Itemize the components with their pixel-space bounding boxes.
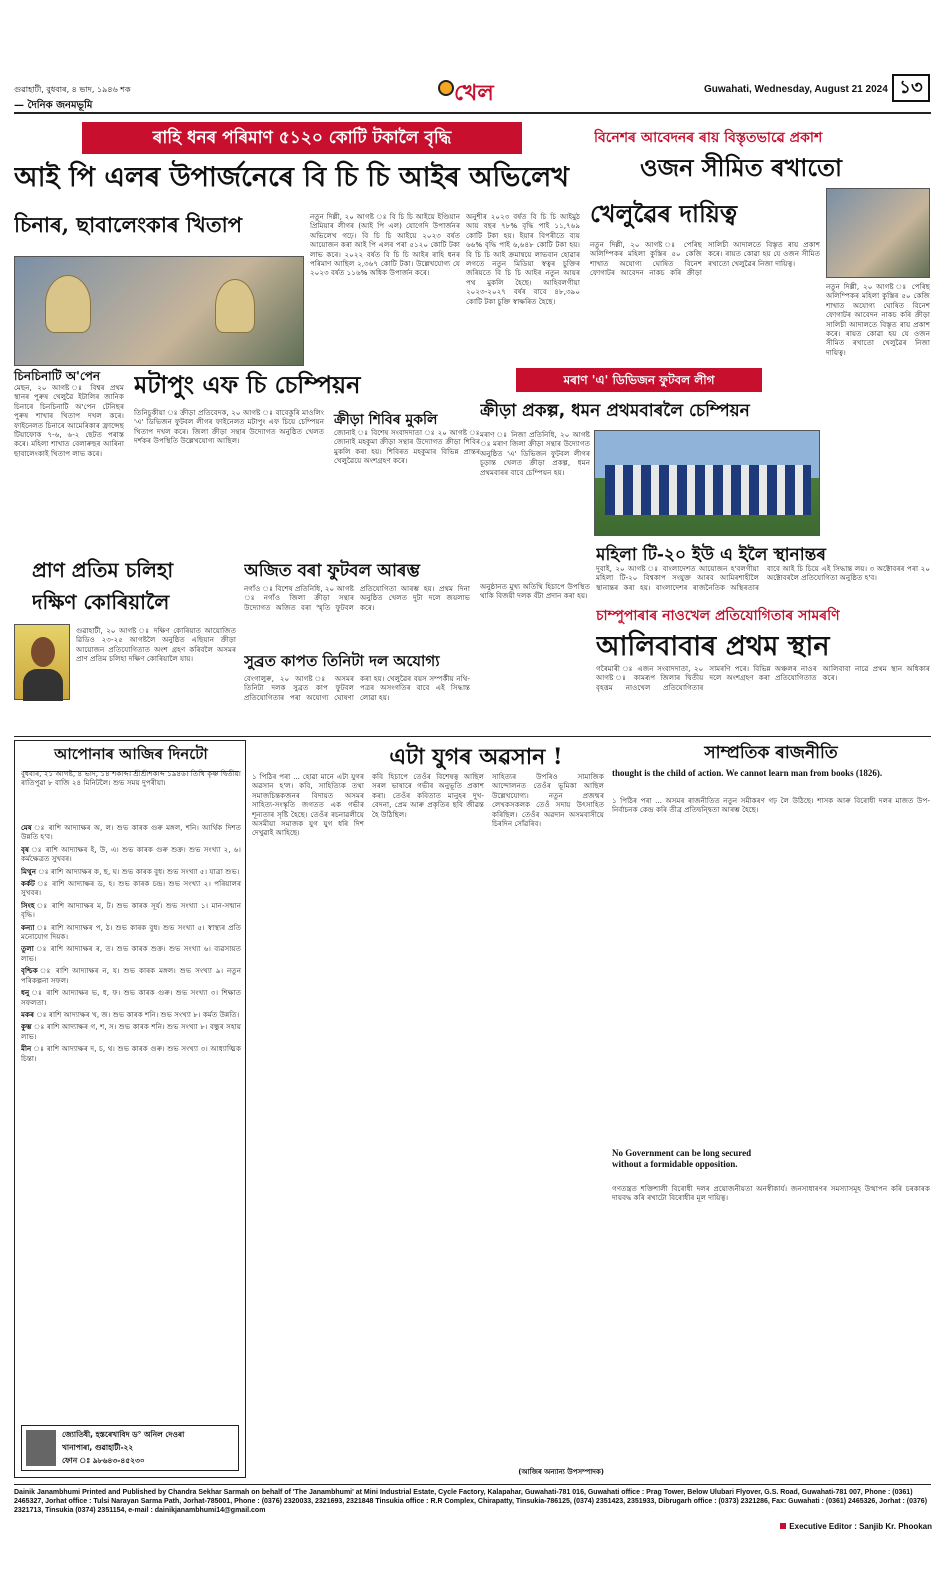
footer-imprint: Dainik Janambhumi Printed and Published by Chandra Sekhar Sarmah on behalf of 'The Janambhumi' at Mini Industrial Estate, Cycle Factory, Kalapahar, Guwahati-781 016, Guwahati office : Prag Tower, Below Ulubari Flyover, G.S. Road, Guwahati-781 007, Phone : (0361) 2465327, Jorhat office : Tulsi Narayan Sarma Path, Jorhat-785001, Phone : (0376) 2320033, 2321693, 2321848 Tinsukia office : R.R Complex, Chirapatty, Tinsukia-786125, (0374) 2351423, 2351933, Dibrugarh office : (0373) 2321286, Fax: Guwahati : (0361) 2465326, Jorhat : (0376) 2321713, Tinsukia (0374) 2351154, e-mail : dainikjanambhumi14@gmail.com: [14, 1489, 928, 1514]
sign-item: ধনু ঃ ৰাশি আদ্যাক্ষৰ ভ, ধ, ফ। শুভ কাৰক গুৰু। শুভ সংখ্যা ৩। শিক্ষাত সফলতা।: [21, 988, 241, 1007]
avatar: [31, 637, 55, 667]
ipl-body-1: নতুন দিল্লী, ২০ আগষ্ট ঃ বি চি চি আইয়ে ইণ্ডিয়ান প্ৰিমিয়াৰ লীগৰ (আই পি এল) যোগেদি উপাৰ্জনৰ অভিলেখ গঢ়ে। বি চি চি আইয়ে ২০২৩ বৰ্ষত আয়োজন কৰা আই পি এলৰ পৰা ৫১২০ কোটি টকা লাভ কৰে। ২০২২ বৰ্ষত বি চি চি আইৰ ৰাহি ধনৰ পৰিমাণ আছিল ২,৩৬৭ কোটি টকা। উল্লেখযোগ্য যে ২০২৩ বৰ্ষত ১১৬% অধিক উপাৰ্জন কৰে।: [310, 212, 460, 278]
dateline-right: Guwahati, Wednesday, August 21 2024: [704, 84, 888, 95]
sign-text: ৰাশি আদ্যাক্ষৰ গ, শ, স। শুভ কাৰক শনি। শুভ সংখ্যা ৮। বন্ধুৰ সহায় লাভ।: [21, 1022, 241, 1041]
moran-body-2: অনুষ্ঠানত মুখ্য অতিথি হিচাপে উপস্থিত থাকি বিজয়ী দলক বঁটা প্ৰদান কৰা হয়।: [480, 582, 590, 601]
politics-quote-2: No Government can be long secured without a formidable opposition.: [612, 1148, 752, 1169]
moran-team-photo: [594, 430, 820, 536]
sign-name: মেষ: [21, 823, 32, 832]
sign-name: বৃশ্চিক: [21, 966, 38, 976]
editorial-signature: (আজিৰ অন্যান্য উপসম্পাদক): [518, 1468, 604, 1476]
korea-headline-2: দক্ষিণ কোৰিয়ালৈ: [32, 590, 170, 614]
editorial-body-1: ১ পিঠিৰ পৰা ... হোৱা মানে এটা যুগৰ অৱসান হ'ল। কবি, সাহিত্যিক তথা সমাজচিন্তকজনৰ বিদায়ত অসমৰ সাহিত্য-সংস্কৃতি জগতত এক গভীৰ শূন্যতাৰ সৃষ্টি হৈছে। তেওঁৰ ৰচনাৱলীয়ে অসমীয়া সমাজক যুগ যুগ ধৰি দিশ দেখুৱাই আহিছে।: [252, 772, 364, 838]
politics-body-1: ১ পিঠিৰ পৰা ... অসমৰ ৰাজনীতিত নতুন সমীকৰণ গঢ় লৈ উঠিছে। শাসক আৰু বিৰোধী দলৰ মাজত উপ-নিৰ্বাচনক কেন্দ্ৰ কৰি তীব্ৰ প্ৰতিদ্বন্দ্বিতা আৰম্ভ হৈছে।: [612, 796, 930, 815]
sign-text: ৰাশি আদ্যাক্ষৰ ভ, ধ, ফ। শুভ কাৰক গুৰু। শুভ সংখ্যা ৩। শিক্ষাত সফলতা।: [21, 988, 241, 1007]
horoscope-title: আপোনাৰ আজিৰ দিনটো: [23, 743, 239, 772]
tennis-headline: চিনাৰ, ছাবালেংকাৰ খিতাপ: [14, 212, 242, 237]
footer-editor: [752, 1522, 932, 1531]
wrestling-headline-1: ওজন সীমিত ৰখাতো: [640, 153, 842, 182]
page-number: ১৩: [892, 74, 930, 102]
motapung-headline: মটাপুং এফ চি চেম্পিয়ন: [134, 370, 361, 399]
paper-name-text: দৈনিক জনমভূমি: [27, 100, 93, 111]
footer-rule: [14, 1484, 931, 1485]
sign-item: কুম্ভ ঃ ৰাশি আদ্যাক্ষৰ গ, শ, স। শুভ কাৰক শনি। শুভ সংখ্যা ৮। বন্ধুৰ সহায় লাভ।: [21, 1022, 241, 1041]
camp-body: জোনাই ঃ বিশেষ সংবাদদাতা ঃ ২০ আগষ্ট ঃ জোনাই মহকুমা ক্ৰীড়া সন্থাৰ উদ্যোগত ক্ৰীড়া শিবিৰ মুকলি কৰা হয়। শিবিৰত মহকুমাৰ বিভিন্ন প্ৰান্তৰ খেলুৱৈয়ে অংশগ্ৰহণ কৰে।: [334, 428, 480, 466]
korea-body: গুৱাহাটী, ২০ আগষ্ট ঃ দক্ষিণ কোৰিয়াত আয়োজিত ৱিডিও ২৩-২৫ আগষ্টলৈ অনুষ্ঠিত এছিয়ান ক্ৰীড়া আয়োজন প্ৰতিযোগিতাত অংশ গ্ৰহণ কৰিবলৈ অসমৰ প্ৰাণ প্ৰতিম চলিহা দক্ষিণ কোৰিয়ালৈ যায়।: [76, 626, 236, 664]
editor-marker-icon: [780, 1523, 786, 1529]
subrata-body: বেংগালুৰু, ২০ আগষ্ট ঃ অসমৰ তিনিটা দলক সুব্ৰত কাপ ফুটবল প্ৰতিযোগিতাৰ পৰা অযোগ্য ঘোষণা কৰা হয়। খেলুৱৈৰ বয়স সম্পৰ্কীয় নথি-পত্ৰৰ অসংগতিৰ বাবে এই সিদ্ধান্ত লোৱা হয়।: [244, 674, 470, 702]
sign-name: মকৰ: [21, 1009, 35, 1019]
sign-name: কন্যা: [21, 922, 35, 932]
sign-name: মীন: [21, 1044, 32, 1054]
sign-name: বৃষ: [21, 844, 29, 854]
nawkhel-headline: আলিবাবাৰ প্ৰথম স্থান: [596, 631, 830, 662]
editorial-body-2: কবি হিচাপে তেওঁৰ বিশেষত্ব আছিল সৰল ভাষাৰে গভীৰ অনুভূতি প্ৰকাশ কৰা। তেওঁৰ কবিতাত মানুহৰ দুখ-বেদনা, প্ৰেম আৰু প্ৰকৃতিৰ ছবি জীৱন্ত হৈ উঠিছিল।: [372, 772, 484, 819]
sign-text: ৰাশি আদ্যাক্ষৰ ই, উ, এ। শুভ কাৰক গুৰু শুক্ৰ। শুভ সংখ্যা ২, ৬। কৰ্মক্ষেত্ৰত সুখবৰ।: [21, 844, 241, 864]
horoscope-list: [21, 823, 241, 1383]
sign-item: বৃষ ঃ ৰাশি আদ্যাক্ষৰ ই, উ, এ। শুভ কাৰক গুৰু শুক্ৰ। শুভ সংখ্যা ২, ৬। কৰ্মক্ষেত্ৰত সুখবৰ।: [21, 844, 241, 864]
moran-body: মৰাণ ঃ নিজা প্ৰতিনিধি, ২০ আগষ্ট ঃ মৰাণ জিলা ক্ৰীড়া সন্থাৰ উদ্যোগত অনুষ্ঠিত 'এ' ডিভিজন ফুটবল লীগৰ চূড়ান্ত খেলত ক্ৰীড়া প্ৰকল্প, ধমন প্ৰথমবাৰৰ বাবে চেম্পিয়ন হয়।: [480, 430, 590, 477]
masthead: [14, 74, 931, 114]
t20-headline: মহিলা টি-২০ ইউ এ ইলৈ স্থানান্তৰ: [596, 545, 826, 565]
camp-headline: ক্ৰীড়া শিবিৰ মুকলি: [334, 412, 438, 428]
subrata-headline: সুব্ৰত কাপত তিনিটা দল অযোগ্য: [244, 652, 440, 670]
wrestling-body-cont: নতুন দিল্লী, ২০ আগষ্ট ঃ পেৰিছ অলিম্পিকৰ মহিলা কুস্তিৰ ৫০ কেজি শাখাত অযোগ্য ঘোষিত বিনেশ ফোগাটৰ আবেদন নাকচ কৰি ক্ৰীড়া সালিচী আদালতে বিস্তৃত ৰায় প্ৰকাশ কৰে। ৰায়ত কোৱা হয় যে ওজন সীমিত ৰখাতো খেলুৱৈৰ নিজা দায়িত্ব।: [826, 282, 930, 357]
sign-name: তুলা: [21, 944, 34, 954]
sign-text: ৰাশি আদ্যাক্ষৰ অ, ল। শুভ কাৰক গুৰু মঙ্গল, শনি। আৰ্থিক দিশত উন্নতি হ'ব।: [21, 823, 241, 842]
wrestling-headline-2: খেলুৱৈৰ দায়িত্ব: [590, 199, 738, 228]
politics-headline: সাম্প্ৰতিক ৰাজনীতি: [704, 743, 838, 763]
moran-kicker: মৰাণ 'এ' ডিভিজন ফুটবল লীগ: [516, 368, 762, 392]
ajit-body: নগাঁও ঃ বিশেষ প্ৰতিনিধি, ২০ আগষ্ট ঃ নগাঁও জিলা ক্ৰীড়া সন্থাৰ উদ্যোগত অজিত বৰা স্মৃতি ফুটবল প্ৰতিযোগিতা আৰম্ভ হয়। প্ৰথম দিনা অনুষ্ঠিত খেলত দুটা দলে জয়লাভ কৰে।: [244, 584, 470, 612]
astrologer-place: খানাপাৰা, গুৱাহাটী-২২: [62, 1443, 134, 1452]
wrestling-body: নতুন দিল্লী, ২০ আগষ্ট ঃ পেৰিছ অলিম্পিকৰ মহিলা কুস্তিৰ ৫০ কেজি শাখাত অযোগ্য ঘোষিত বিনেশ ফোগাটৰ আবেদন নাকচ কৰি ক্ৰীড়া সালিচী আদালতে বিস্তৃত ৰায় প্ৰকাশ কৰে। ৰায়ত কোৱা হয় যে ওজন সীমিত ৰখাতো খেলুৱৈৰ নিজা দায়িত্ব।: [590, 240, 820, 278]
editorial-body-3: সাহিত্যৰ উপৰিও সামাজিক আন্দোলনত তেওঁৰ ভূমিকা আছিল উল্লেখযোগ্য। নতুন প্ৰজন্মৰ লেখকসকলক তেওঁ সদায় উৎসাহিত কৰিছিল। তেওঁৰ অৱদান অসমবাসীয়ে চিৰদিন সোঁৱৰিব।: [492, 772, 604, 829]
horoscope-box: [14, 740, 246, 1478]
sign-item: বৃশ্চিক ঃ ৰাশি আদ্যাক্ষৰ ন, য। শুভ কাৰক মঙ্গল। শুভ সংখ্যা ৯। নতুন পৰিকল্পনা সফল।: [21, 966, 241, 985]
sign-item: মিথুন ঃ ৰাশি আদ্যাক্ষৰ ক, ছ, ঘ। শুভ কাৰক বুধ। শুভ সংখ্যা ৫। যাত্ৰা শুভ।: [21, 866, 240, 876]
wrestling-kicker: বিনেশৰ আবেদনৰ ৰায় বিস্তৃতভাৱে প্ৰকাশ: [594, 130, 823, 146]
astrologer-avatar: [26, 1430, 56, 1466]
ajit-headline: অজিত বৰা ফুটবল আৰম্ভ: [244, 561, 420, 581]
ipl-kicker: ৰাহি ধনৰ পৰিমাণ ৫১২০ কোটি টকালৈ বৃদ্ধি: [82, 122, 522, 154]
team-row: [605, 465, 811, 515]
section-divider: [14, 736, 931, 737]
politics-quote: thought is the child of action. We cannot learn man from books (1826).: [612, 768, 883, 778]
sign-text: ৰাশি আদ্যাক্ষৰ ড, হ। শুভ কাৰক চন্দ্ৰ। শুভ সংখ্যা ২। পৰিয়ালৰ সুখবৰ।: [21, 879, 241, 898]
sign-item: মেষ ঃ ৰাশি আদ্যাক্ষৰ অ, ল। শুভ কাৰক গুৰু মঙ্গল, শনি। আৰ্থিক দিশত উন্নতি হ'ব।: [21, 823, 241, 842]
section-logo-text: খেল: [454, 80, 494, 106]
sign-name: কুম্ভ: [21, 1022, 32, 1032]
ipl-headline: আই পি এলৰ উপাৰ্জনেৰে বি চি চি আইৰ অভিলেখ: [14, 162, 570, 193]
editorial-headline: এটা যুগৰ অৱসান !: [389, 744, 563, 770]
sign-text: ৰাশি আদ্যাক্ষৰ ৰ, ত। শুভ কাৰক শুক্ৰ। শুভ সংখ্যা ৬। ব্যৱসায়ত লাভ।: [21, 944, 241, 963]
sign-item: মীন ঃ ৰাশি আদ্যাক্ষৰ দ, চ, থ। শুভ কাৰক গুৰু। শুভ সংখ্যা ৩। আধ্যাত্মিক চিন্তা।: [21, 1044, 241, 1063]
trophy-icon: [45, 275, 91, 333]
sign-name: মিথুন: [21, 866, 36, 876]
paper-name: — দৈনিক জনমভূমি: [14, 100, 93, 111]
motapung-body: তিনিচুকীয়া ঃ ক্ৰীড়া প্ৰতিবেদক, ২০ আগষ্ট ঃ বাবেকুৰি মাওলিং 'এ' ডিভিজন ফুটবল লীগৰ ফাইনেলত মটাপুং এফ চিয়ে চেম্পিয়ন খিতাপ দখল কৰে। জিলা ক্ৰীড়া সন্থাৰ উদ্যোগত অনুষ্ঠিত খেলত দৰ্শকৰ উপস্থিতি উল্লেখযোগ্য আছিল।: [134, 408, 324, 446]
tennis-body: মেছন, ২০ আগষ্ট ঃ বিশ্বৰ প্ৰথম স্থানৰ পুৰুষ খেলুৱৈ ইটালিৰ জানিক চিনাৰে চিনচিনাটি অ'পেন টেনিছৰ পুৰুষ শাখাৰ খিতাপ দখল কৰে। ফাইনেলত চিনাৰে আমেৰিকাৰ ফ্ৰান্সেছ টিয়াফোক ৭-৬, ৬-২ ছেটত পৰাস্ত কৰে। মহিলা শাখাত বেলাৰুছৰ আৰিনা ছাবালেংকাই খিতাপ লাভ কৰে।: [14, 383, 124, 458]
sign-item: মকৰ ঃ ৰাশি আদ্যাক্ষৰ খ, জ। শুভ কাৰক শনি। শুভ সংখ্যা ৮। কৰ্মত উন্নতি।: [21, 1009, 240, 1019]
tennis-subhead: চিনচিনাটি অ'পেন: [14, 369, 101, 383]
moran-headline: ক্ৰীড়া প্ৰকল্প, ধমন প্ৰথমবাৰলৈ চেম্পিয়ন: [480, 401, 750, 421]
football-icon: [438, 80, 454, 96]
korea-headline-1: প্ৰাণ প্ৰতিম চলিহা: [32, 558, 174, 582]
sign-name: কৰ্কট: [21, 879, 35, 889]
astrologer-phone: ফোন ঃ ৯৮৬৪৩-৪৫২৩০: [62, 1456, 145, 1465]
horoscope-intro: বুধবাৰ, ২১ আগষ্ট, ৪ ভাদ, ১৪ শকাব্দ। শ্ৰীশ্ৰীশকাব্দ ১৯৪৬। তিথি কৃষ্ণ দ্বিতীয়া ৰাতিপুৱা ৮ বাজি ২৪ মিনিটলৈ। শুভ সময় দুপৰীয়া।: [21, 769, 241, 788]
trophy-icon: [215, 279, 255, 333]
dateline-left: গুৱাহাটী, বুধবাৰ, ৪ ভাদ, ১৯৪৬ শক: [14, 85, 131, 94]
ipl-body-2: অনুশীৰ ২০২৩ বৰ্ষত বি চি চি আইমুঠ আয় বছৰ ৭৮% বৃদ্ধি পাই ১১,৭৬৯ কোটি টকা হয়। ইয়াৰ বিপৰীতে ব্যয় ৬৬% বৃদ্ধি পাই ৬,৬৪৮ কোটি টকা হয়। বি চি চি আই ক্ৰমান্বয়ে লাভবান হোৱাৰ লগতে নতুন মিডিয়া স্বত্বৰ চুক্তিৰ জৰিয়তে বি চি চি আইৰ নতুন আয়ৰ পথ মুকলি হৈছে। আহিবলগীয়া ২০২৩-২০২৭ বৰ্ষৰ বাবে ৪৮,৩৯০ কোটি টকা চুক্তি স্বাক্ষৰিত হৈছে।: [466, 212, 580, 306]
editor-text: Executive Editor : Sanjib Kr. Phookan: [789, 1522, 932, 1531]
nawkhel-body: গৰৈমাৰী ঃ এজন সংবাদদাতা, ২০ আগষ্ট ঃ কামৰূপ জিলাৰ দ্বিতীয় বৃহত্তম নাওখেল প্ৰতিযোগিতাৰ সামৰণি পৰে। বিভিন্ন অঞ্চলৰ নাওৰ দলে অংশগ্ৰহণ কৰা প্ৰতিযোগিতাত আলিবাবা নাৱে প্ৰথম স্থান অধিকাৰ কৰে।: [596, 664, 930, 692]
sign-item: তুলা ঃ ৰাশি আদ্যাক্ষৰ ৰ, ত। শুভ কাৰক শুক্ৰ। শুভ সংখ্যা ৬। ব্যৱসায়ত লাভ।: [21, 944, 241, 963]
politics-body-2: গণতন্ত্ৰত শক্তিশালী বিৰোধী দলৰ প্ৰয়োজনীয়তা অনস্বীকাৰ্য। জনসাধাৰণৰ সমস্যাসমূহ উত্থাপন কৰি চৰকাৰক দায়বদ্ধ কৰি ৰখাটো বিৰোধীৰ মূল দায়িত্ব।: [612, 1184, 930, 1203]
wrestling-photo: [826, 188, 930, 278]
masthead-rule: [14, 112, 931, 114]
sign-item: কৰ্কট ঃ ৰাশি আদ্যাক্ষৰ ড, হ। শুভ কাৰক চন্দ্ৰ। শুভ সংখ্যা ২। পৰিয়ালৰ সুখবৰ।: [21, 879, 241, 898]
sign-text: ৰাশি আদ্যাক্ষৰ ম, ট। শুভ কাৰক সূৰ্য। শুভ সংখ্যা ১। মান-সন্মান বৃদ্ধি।: [21, 900, 241, 920]
portrait-photo: [14, 624, 70, 700]
avatar-body: [23, 669, 63, 701]
sign-item: কন্যা ঃ ৰাশি আদ্যাক্ষৰ প, ঠ। শুভ কাৰক বুধ। শুভ সংখ্যা ৫। স্বাস্থ্যৰ প্ৰতি মনোযোগ দিয়ক।: [21, 922, 241, 942]
sign-item: সিংহ ঃ ৰাশি আদ্যাক্ষৰ ম, ট। শুভ কাৰক সূৰ্য। শুভ সংখ্যা ১। মান-সন্মান বৃদ্ধি।: [21, 900, 241, 920]
sign-text: ৰাশি আদ্যাক্ষৰ খ, জ। শুভ কাৰক শনি। শুভ সংখ্যা ৮। কৰ্মত উন্নতি।: [48, 1009, 240, 1019]
sign-text: ৰাশি আদ্যাক্ষৰ ন, য। শুভ কাৰক মঙ্গল। শুভ সংখ্যা ৯। নতুন পৰিকল্পনা সফল।: [21, 966, 241, 985]
t20-body: দুবাই, ২০ আগষ্ট ঃ বাংলাদেশত আয়োজন হ'বলগীয়া মহিলা টি-২০ বিশ্বকাপ সংযুক্ত আৰব আমিৰশাহীলৈ স্থানান্তৰ কৰা হয়। বাংলাদেশৰ ৰাজনৈতিক অস্থিৰতাৰ বাবে আই চি চিয়ে এই সিদ্ধান্ত লয়। ৩ অক্টোবৰৰ পৰা ২০ অক্টোবৰলৈ প্ৰতিযোগিতা অনুষ্ঠিত হ'ব।: [596, 564, 930, 592]
astrologer-name: জ্যোতিষী, হস্তৰেখাবিদ ড° অনিল দেওৰা: [62, 1430, 185, 1439]
astrologer-box: [21, 1425, 239, 1471]
sign-name: সিংহ: [21, 900, 35, 910]
sign-text: ৰাশি আদ্যাক্ষৰ প, ঠ। শুভ কাৰক বুধ। শুভ সংখ্যা ৫। স্বাস্থ্যৰ প্ৰতি মনোযোগ দিয়ক।: [21, 922, 241, 942]
tennis-photo: [14, 256, 304, 366]
sign-text: ৰাশি আদ্যাক্ষৰ দ, চ, থ। শুভ কাৰক গুৰু। শুভ সংখ্যা ৩। আধ্যাত্মিক চিন্তা।: [21, 1044, 241, 1063]
sign-name: ধনু: [21, 988, 30, 998]
nawkhel-kicker: চাম্পুপাৰাৰ নাওখেল প্ৰতিযোগিতাৰ সামৰণি: [596, 608, 840, 624]
section-logo: [438, 74, 508, 110]
sign-text: ৰাশি আদ্যাক্ষৰ ক, ছ, ঘ। শুভ কাৰক বুধ। শুভ সংখ্যা ৫। যাত্ৰা শুভ।: [50, 866, 240, 876]
